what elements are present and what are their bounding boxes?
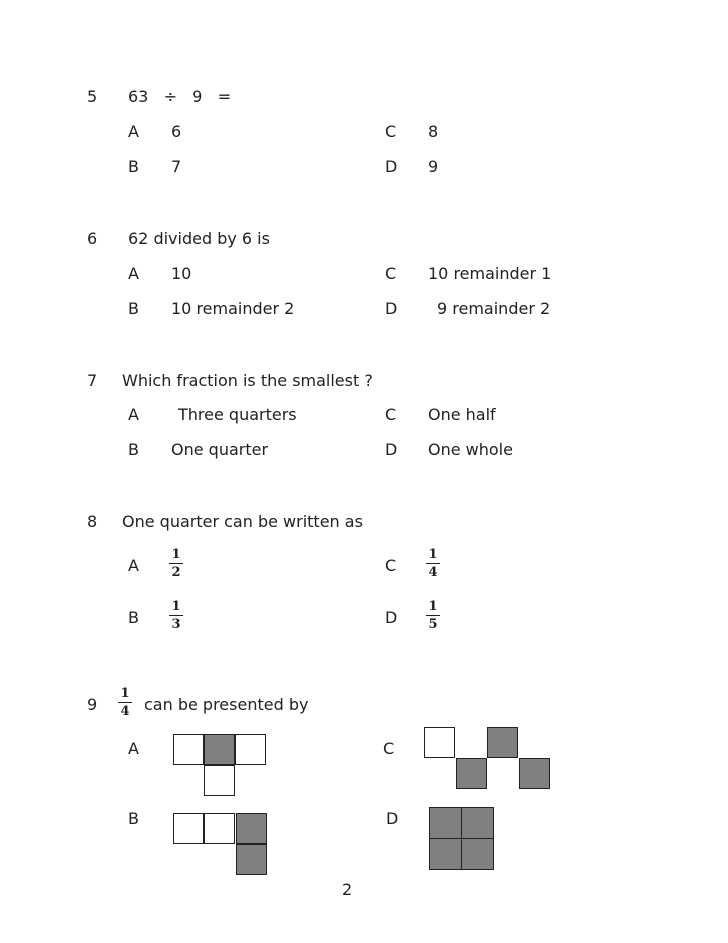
option-b-text[interactable]: 7 bbox=[171, 157, 182, 176]
denominator: 2 bbox=[171, 565, 181, 580]
option-c-letter[interactable]: C bbox=[385, 556, 397, 575]
numerator: 1 bbox=[171, 547, 181, 562]
shaded-square bbox=[429, 838, 462, 870]
shaded-square bbox=[204, 734, 235, 765]
shaded-square bbox=[461, 838, 494, 870]
option-a-text[interactable]: 10 bbox=[171, 264, 192, 283]
option-a-letter[interactable]: A bbox=[128, 122, 139, 141]
option-b-text[interactable]: One quarter bbox=[171, 440, 269, 459]
shaded-square bbox=[236, 813, 267, 844]
numerator: 1 bbox=[120, 686, 130, 701]
question-text: Which fraction is the smallest ? bbox=[122, 371, 373, 390]
denominator: 4 bbox=[120, 704, 130, 719]
option-b-letter[interactable]: B bbox=[128, 608, 139, 627]
square bbox=[173, 813, 204, 844]
numerator: 1 bbox=[171, 599, 181, 614]
fraction-bar bbox=[118, 702, 132, 703]
square bbox=[204, 765, 235, 796]
option-d-text[interactable]: 9 remainder 2 bbox=[437, 299, 551, 318]
option-c-text[interactable]: One half bbox=[428, 405, 496, 424]
question-number: 9 bbox=[87, 695, 98, 714]
option-d-letter[interactable]: D bbox=[386, 809, 399, 828]
fraction-bar bbox=[426, 615, 440, 616]
page-number: 2 bbox=[342, 880, 353, 899]
question-number: 8 bbox=[87, 512, 98, 531]
option-c-letter[interactable]: C bbox=[385, 264, 397, 283]
question-number: 7 bbox=[87, 371, 98, 390]
square bbox=[173, 734, 204, 765]
option-b-fraction[interactable] bbox=[169, 600, 183, 632]
option-b-letter[interactable]: B bbox=[128, 299, 139, 318]
option-c-fraction[interactable] bbox=[426, 548, 440, 580]
option-a-letter[interactable]: A bbox=[128, 264, 139, 283]
option-c-letter[interactable]: C bbox=[383, 739, 395, 758]
option-d-fraction[interactable] bbox=[426, 600, 440, 632]
fraction-bar bbox=[426, 563, 440, 564]
numerator: 1 bbox=[428, 547, 438, 562]
numerator: 1 bbox=[428, 599, 438, 614]
option-b-text[interactable]: 10 remainder 2 bbox=[171, 299, 295, 318]
option-c-text[interactable]: 8 bbox=[428, 122, 439, 141]
option-d-letter[interactable]: D bbox=[385, 299, 398, 318]
option-a-letter[interactable]: A bbox=[128, 739, 139, 758]
shaded-square bbox=[461, 807, 494, 839]
option-b-letter[interactable]: B bbox=[128, 157, 139, 176]
option-a-letter[interactable]: A bbox=[128, 405, 139, 424]
fraction-bar bbox=[169, 563, 183, 564]
shaded-square bbox=[456, 758, 487, 789]
question-number: 6 bbox=[87, 229, 98, 248]
denominator: 5 bbox=[428, 617, 438, 632]
option-b-letter[interactable]: B bbox=[128, 440, 139, 459]
question-text: can be presented by bbox=[144, 695, 309, 714]
option-a-letter[interactable]: A bbox=[128, 556, 139, 575]
option-d-text[interactable]: 9 bbox=[428, 157, 439, 176]
question-text: 63 ÷ 9 = bbox=[128, 87, 232, 106]
square bbox=[424, 727, 455, 758]
question-text: 62 divided by 6 is bbox=[128, 229, 270, 248]
question-number: 5 bbox=[87, 87, 98, 106]
shaded-square bbox=[429, 807, 462, 839]
option-a-fraction[interactable] bbox=[169, 548, 183, 580]
option-c-letter[interactable]: C bbox=[385, 122, 397, 141]
square bbox=[235, 734, 266, 765]
question-fraction bbox=[118, 687, 132, 719]
shaded-square bbox=[519, 758, 550, 789]
shaded-square bbox=[487, 727, 518, 758]
option-d-letter[interactable]: D bbox=[385, 157, 398, 176]
question-text: One quarter can be written as bbox=[122, 512, 363, 531]
option-d-letter[interactable]: D bbox=[385, 440, 398, 459]
fraction-bar bbox=[169, 615, 183, 616]
option-c-letter[interactable]: C bbox=[385, 405, 397, 424]
square bbox=[204, 813, 235, 844]
shaded-square bbox=[236, 844, 267, 875]
option-c-text[interactable]: 10 remainder 1 bbox=[428, 264, 552, 283]
option-b-letter[interactable]: B bbox=[128, 809, 139, 828]
option-a-text[interactable]: Three quarters bbox=[178, 405, 297, 424]
option-a-text[interactable]: 6 bbox=[171, 122, 182, 141]
option-d-text[interactable]: One whole bbox=[428, 440, 513, 459]
denominator: 3 bbox=[171, 617, 181, 632]
denominator: 4 bbox=[428, 565, 438, 580]
option-d-letter[interactable]: D bbox=[385, 608, 398, 627]
